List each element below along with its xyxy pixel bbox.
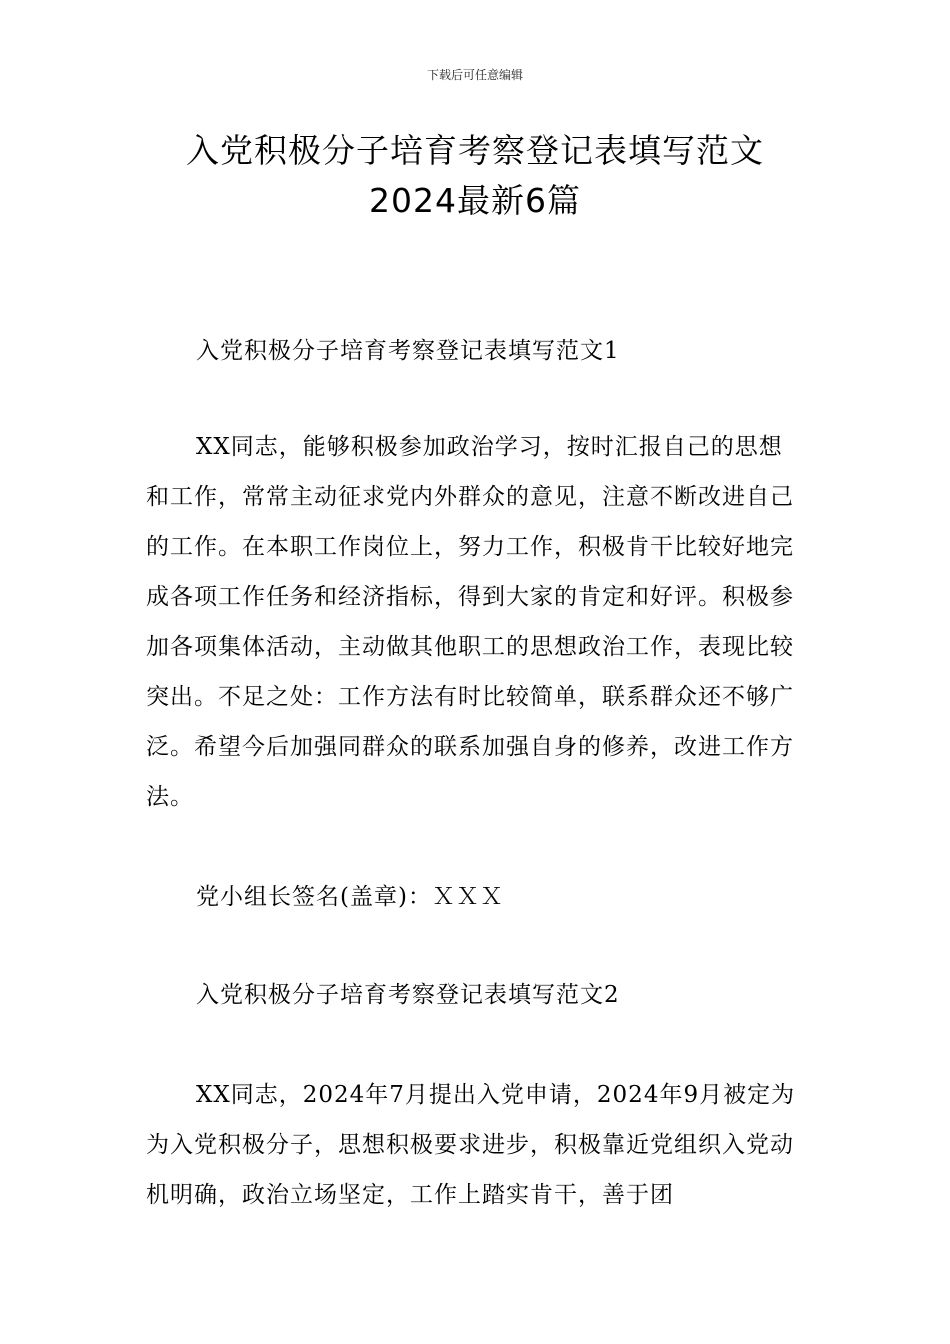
section-heading-1-block xyxy=(146,326,806,376)
paragraph-2: XX同志，2024年7月提出入党申请，2024年9月被定为为入党积极分子，思想积极要求进步，积极靠近党组织入党动机明确，政治立场坚定，工作上踏实肯干，善于团 xyxy=(146,1082,796,1208)
title-line-2: 2024最新6篇 xyxy=(369,181,581,220)
paragraph-2-block xyxy=(146,1070,806,1220)
header-note: 下载后可任意编辑 xyxy=(426,68,523,82)
section-heading-1: 入党积极分子培育考察登记表填写范文1 xyxy=(196,338,620,364)
section-heading-2: 入党积极分子培育考察登记表填写范文2 xyxy=(196,982,620,1008)
signature-block xyxy=(146,872,806,922)
section-heading-2-block xyxy=(146,970,806,1020)
paragraph-1: XX同志，能够积极参加政治学习，按时汇报自己的思想和工作，常常主动征求党内外群众的意见，注意不断改进自己的工作。在本职工作岗位上，努力工作，积极肯干比较好地完成各项工作任务和经济指标，得到大家的肯定和好评。积极参加各项集体活动，主动做其他职工的思想政治工作，表现比较突出。不足之处：工作方法有时比较简单，联系群众还不够广泛。希望今后加强同群众的联系加强自身的修养，改进工作方法。 xyxy=(146,434,794,810)
paragraph-1-block xyxy=(146,422,806,822)
title-line-1: 入党积极分子培育考察登记表填写范文 xyxy=(186,131,764,170)
signature-line: 党小组长签名(盖章)：ＸＸＸ xyxy=(196,884,504,910)
document-title xyxy=(0,126,950,226)
